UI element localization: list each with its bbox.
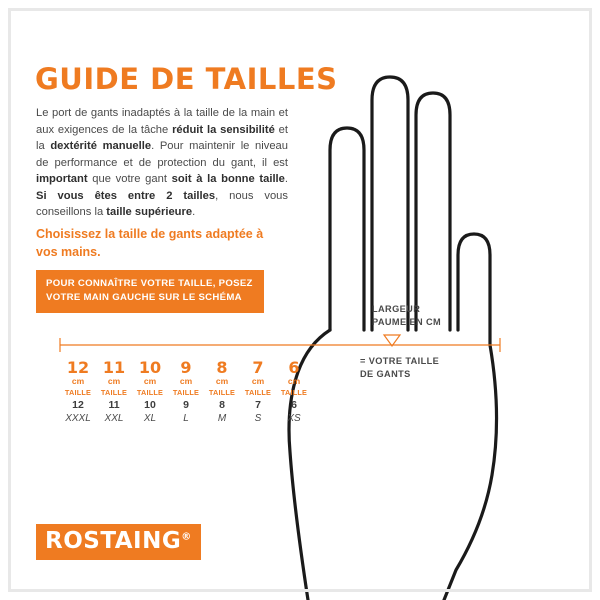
scale-tick-alpha: XL: [143, 413, 157, 424]
scale-tick-unit: cm: [287, 376, 301, 386]
scale-tick-word: TAILLE: [244, 388, 272, 397]
brand-logo-text: ROSTAING: [45, 528, 182, 554]
scale-tick-cm: 11: [102, 358, 126, 377]
intro-paragraph: Le port de gants inadaptés à la taille de la main et aux exigences de la tâche réduit la sensibilité et la dextérité manuelle. Pour maintenir le niveau de performance et de protection du gant, il est important que votre gant soit à la bonne taille. Si vous êtes entre 2 tailles, nous vous conseillons la taille supérieure.: [36, 107, 288, 218]
scale-tick-unit: cm: [215, 376, 229, 386]
scale-tick-alpha: S: [254, 413, 262, 424]
scale-tick-cm: 10: [138, 358, 162, 377]
scale-tick-cm: 7: [252, 358, 264, 377]
scale-tick-unit: cm: [107, 376, 121, 386]
registered-trademark-icon: ®: [181, 531, 192, 543]
scale-tick-cm: 8: [216, 358, 228, 377]
result-line2: DE GANTS: [360, 368, 411, 379]
instruction-callout: POUR CONNAÎTRE VOTRE TAILLE, POSEZ VOTRE MAIN GAUCHE SUR LE SCHÉMA: [36, 270, 264, 313]
scale-tick-unit: cm: [179, 376, 193, 386]
scale-tick-word: TAILLE: [208, 388, 236, 397]
subheading: Choisissez la taille de gants adaptée à vos mains.: [36, 227, 264, 259]
scale-tick-alpha: M: [217, 413, 227, 424]
scale-tick-cm: 9: [180, 358, 192, 377]
scale-tick-size: 6: [291, 399, 297, 411]
result-line1: = VOTRE TAILLE: [360, 356, 440, 366]
scale-tick-unit: cm: [143, 376, 157, 386]
scale-tick-size: 9: [183, 399, 189, 411]
scale-tick-size: 11: [108, 399, 120, 411]
scale-tick-word: TAILLE: [100, 388, 128, 397]
scale-tick-unit: cm: [71, 376, 85, 386]
scale-tick-cm: 6: [288, 358, 300, 377]
scale-tick-unit: cm: [251, 376, 265, 386]
page-title: GUIDE DE TAILLES: [35, 62, 338, 96]
scale-tick-size: 8: [219, 399, 225, 411]
scale-tick-size: 12: [72, 399, 84, 411]
scale-tick-size: 7: [255, 399, 261, 411]
scale-tick-word: TAILLE: [136, 388, 164, 397]
palm-width-line2: PAUME EN CM: [372, 316, 442, 327]
palm-width-line1: LARGEUR: [372, 304, 421, 314]
scale-tick-alpha: L: [183, 413, 189, 424]
scale-tick-size: 10: [144, 399, 156, 411]
scale-tick-alpha: XS: [287, 413, 301, 424]
scale-tick-word: TAILLE: [64, 388, 92, 397]
scale-tick-word: TAILLE: [172, 388, 200, 397]
page-border: [8, 8, 592, 592]
scale-tick-alpha: XXXL: [65, 413, 91, 424]
scale-tick-alpha: XXL: [104, 413, 124, 424]
scale-tick-cm: 12: [66, 358, 90, 377]
scale-tick-word: TAILLE: [280, 388, 308, 397]
